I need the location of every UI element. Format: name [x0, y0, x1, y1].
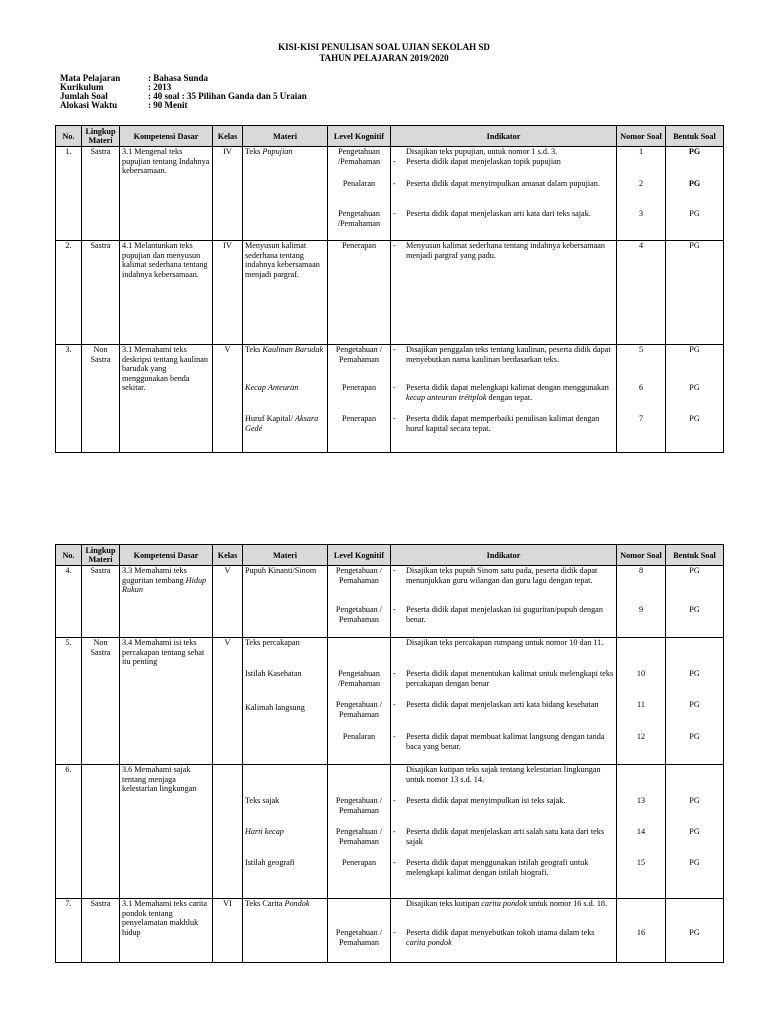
header-nomor: Nomor Soal	[617, 545, 666, 566]
row-bentuk: PG	[666, 241, 724, 345]
row-nomor: 10 11 12	[617, 638, 666, 765]
row-no: 2.	[56, 241, 82, 345]
row-kd: 3.6 Memahami sajak tentang menjaga kelestarian lingkungan	[120, 765, 213, 899]
header-lingkup: Lingkup Materi	[82, 545, 120, 566]
row-materi: Teks Kaulinan Barudak Kecap Anteuran Huruf Kapital/ Aksara Gedé	[243, 345, 328, 453]
row-no: 6.	[56, 765, 82, 899]
header-kelas: Kelas	[213, 126, 243, 147]
header-indikator: Indikator	[391, 126, 617, 147]
row-materi: Pupuh Kinanti/Sinom	[243, 566, 328, 638]
header-kelas: Kelas	[213, 545, 243, 566]
grid-table-1	[55, 125, 724, 453]
row-kd: 3.1 Memahami teks deskripsi tentang kaulinan barudak yang menggunakan benda sekitar.	[120, 345, 213, 453]
row-level: Pengetahuan / Pemahaman	[328, 899, 391, 963]
row-nomor: 4	[617, 241, 666, 345]
meta-subject: Mata Pelajaran : Bahasa Sunda	[60, 73, 209, 83]
row-kd: 3.3 Memahami teks guguritan tembang Hidup Rukun	[120, 566, 213, 638]
row-kd: 4.1 Melantunkan teks pupujian dan menyusun kalimat sederhana tentang indahnya kebersamaan.	[120, 241, 213, 345]
header-indikator: Indikator	[391, 545, 617, 566]
row-lingkup	[82, 765, 120, 899]
meta-question-count: Jumlah Soal : 40 soal : 35 Pilihan Ganda dan 5 Uraian	[60, 91, 307, 101]
header-bentuk: Bentuk Soal	[666, 126, 724, 147]
row-level: Pengetahuan /Pemahaman Pengetahuan / Pemahaman Penalaran	[328, 638, 391, 765]
row-lingkup: Non Sastra	[82, 345, 120, 453]
row-nomor: 1 2 3	[617, 147, 666, 241]
header-nomor: Nomor Soal	[617, 126, 666, 147]
row-lingkup: Non Sastra	[82, 638, 120, 765]
row-materi: Teks percakapan Istilah Kasehatan Kalimah langsung	[243, 638, 328, 765]
row-no: 4.	[56, 566, 82, 638]
row-kelas: V	[213, 566, 243, 638]
meta-curriculum: Kurikulum : 2013	[60, 82, 172, 92]
row-kelas: IV	[213, 241, 243, 345]
row-bentuk: PG PG PG	[666, 638, 724, 765]
table-row	[56, 147, 724, 241]
row-no: 7.	[56, 899, 82, 963]
row-indikator: - Menyusun kalimat sederhana tentang indahnya kebersamaan menjadi pargraf yang padu.	[391, 241, 617, 345]
header-level: Level Kognitif	[328, 545, 391, 566]
header-no: No.	[56, 126, 82, 147]
table-row	[56, 241, 724, 345]
row-nomor: 5 6 7	[617, 345, 666, 453]
header-materi: Materi	[243, 126, 328, 147]
row-nomor: 8 9	[617, 566, 666, 638]
row-lingkup: Sastra	[82, 899, 120, 963]
row-nomor: 16	[617, 899, 666, 963]
table-row	[56, 566, 724, 638]
row-level: Penerapan	[328, 241, 391, 345]
row-level: Pengetahuan / Pemahaman Pengetahuan / Pemahaman	[328, 566, 391, 638]
row-level: Pengetahuan /Pemahaman Penalaran Pengetahuan /Pemahaman	[328, 147, 391, 241]
header-level: Level Kognitif	[328, 126, 391, 147]
table-row	[56, 638, 724, 765]
row-materi: Teks sajak Harti kecap Istilah geografi	[243, 765, 328, 899]
header-no: No.	[56, 545, 82, 566]
row-kelas: V	[213, 345, 243, 453]
row-kelas	[213, 765, 243, 899]
row-bentuk: PG PG PG	[666, 147, 724, 241]
document-subtitle: TAHUN PELAJARAN 2019/2020	[319, 53, 449, 63]
row-kd: 3.1 Memahami teks carita pondok tentang penyelamatan makhluk hidup	[120, 899, 213, 963]
header-bentuk: Bentuk Soal	[666, 545, 724, 566]
row-materi: Teks Pupujian	[243, 147, 328, 241]
row-indikator: Disajikan kutipan teks sajak tentang kelestarian lingkungan untuk nomor 13 s.d. 14. - Peserta didik dapat menyimpulkan isi teks sajak. - Peserta didik dapat menjelaskan arti salah satu kata dari teks sajak - Peserta didik dapat menggunakan istilah geografi untuk melengkapi kalimat dengan istilah biografi.	[391, 765, 617, 899]
table-row	[56, 765, 724, 899]
row-indikator: Disajikan teks pupujian, untuk nomor 1 s.d. 3. - Peserta didik dapat menjelaskan topik pupujian - Peserta didik dapat menyimpulkan amanat dalam pupujian. - Peserta didik dapat menjelaskan arti kata dari teks sajak.	[391, 147, 617, 241]
meta-time-allocation: Alokasi Waktu : 90 Menit	[60, 100, 188, 110]
row-lingkup: Sastra	[82, 241, 120, 345]
row-lingkup: Sastra	[82, 566, 120, 638]
header-kd: Kompetensi Dasar	[120, 126, 213, 147]
row-kelas: IV	[213, 147, 243, 241]
row-no: 1.	[56, 147, 82, 241]
table-header-row	[56, 126, 724, 147]
row-no: 5.	[56, 638, 82, 765]
row-bentuk: PG PG	[666, 566, 724, 638]
row-bentuk: PG PG PG	[666, 765, 724, 899]
row-materi: Menyusun kalimat sederhana tentang indahnya kebersamaan menjadi pargraf.	[243, 241, 328, 345]
header-kd: Kompetensi Dasar	[120, 545, 213, 566]
row-indikator: - Disajikan teks pupuh Sinom satu pada, peserta didik dapat menunjukkan guru wilangan dan guru lagu dengan tepat. - Peserta didik dapat menjelaskan isi guguritan/pupuh dengan benar.	[391, 566, 617, 638]
table-header-row	[56, 545, 724, 566]
row-level: Pengetahuan / Pemahaman Pengetahuan / Pemahaman Penerapan	[328, 765, 391, 899]
row-level: Pengetahuan / Pemahaman Penerapan Penerapan	[328, 345, 391, 453]
row-indikator: - Disajikan penggalan teks tentang kaulinan, peserta didik dapat menyebutkan nama kaulinan berdasarkan teks. - Peserta didik dapat melengkapi kalimat dengan menggunakan kecap anteuran tréttplok dengan tepat. - Peserta didik dapat memperbaiki penulisan kalimat dengan huruf kapital secara tepat.	[391, 345, 617, 453]
table-row	[56, 899, 724, 963]
row-materi: Teks Carita Pondok	[243, 899, 328, 963]
table-row	[56, 345, 724, 453]
header-materi: Materi	[243, 545, 328, 566]
grid-table-2	[55, 544, 724, 963]
row-kd: 3.4 Memahami isi teks percakapan tentang sehat itu penting	[120, 638, 213, 765]
row-no: 3.	[56, 345, 82, 453]
row-lingkup: Sastra	[82, 147, 120, 241]
row-bentuk: PG PG PG	[666, 345, 724, 453]
row-kelas: VI	[213, 899, 243, 963]
header-lingkup: Lingkup Materi	[82, 126, 120, 147]
row-kd: 3.1 Mengenal teks pupujian tentang Indahnya kebersamaan.	[120, 147, 213, 241]
row-bentuk: PG	[666, 899, 724, 963]
row-indikator: Disajikan teks kutipan carita pondok untuk nomor 16 s.d. 18. - Peserta didik dapat menyebutkan tokoh utama dalam teks carita pondok	[391, 899, 617, 963]
row-nomor: 13 14 15	[617, 765, 666, 899]
row-indikator: Disajikan teks percakapan rumpang untuk nomor 10 dan 11. - Peserta didik dapat menentukan kalimat untuk melengkapi teks percakapan dengan benar - Peserta didik dapat menjelaskan arti kata bidang kesehatan - Peserta didik dapat membuat kalimat langsung dengan tanda baca yang benar.	[391, 638, 617, 765]
row-kelas: V	[213, 638, 243, 765]
document-title: KISI-KISI PENULISAN SOAL UJIAN SEKOLAH SD	[278, 42, 490, 52]
